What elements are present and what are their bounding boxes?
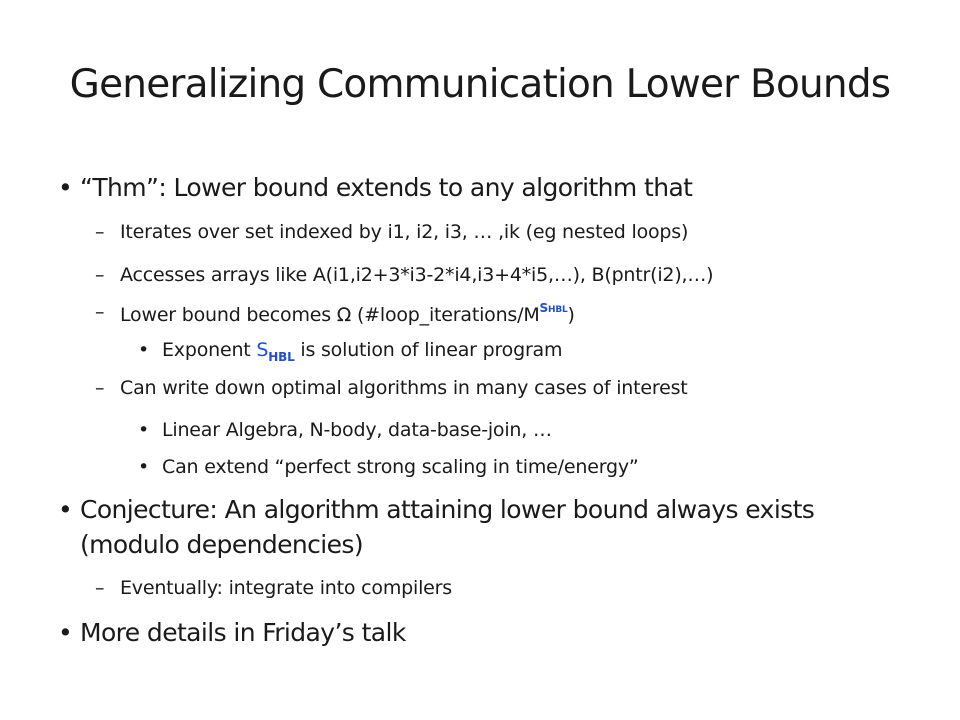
conjecture-line-2: (modulo dependencies) — [80, 530, 363, 559]
bullet-dash: – — [95, 301, 105, 323]
linear-algebra-text: Linear Algebra, N-body, data-base-join, … — [162, 419, 552, 441]
lower-bound-text — [120, 301, 575, 326]
bullet-dot: • — [138, 339, 150, 361]
bullet-dot: • — [58, 495, 73, 524]
superscript-hbl: HBL — [547, 305, 568, 315]
exponent-prefix: Exponent — [162, 339, 257, 361]
bullet-dash: – — [95, 221, 105, 243]
accesses-text: Accesses arrays like A(i1,i2+3*i3-2*i4,i3+4*i5,…), B(pntr(i2),…) — [120, 264, 714, 286]
shbl-symbol: S — [256, 339, 269, 361]
bullet-dot: • — [58, 618, 73, 647]
exponent-superscript — [540, 301, 568, 315]
shbl-subscript: HBL — [268, 350, 295, 364]
bullet-dash: – — [95, 577, 105, 599]
more-details-text: More details in Friday’s talk — [80, 618, 406, 647]
superscript-s: S — [539, 301, 548, 315]
exponent-text — [162, 339, 562, 364]
bullet-dash: – — [95, 377, 105, 399]
exponent-suffix: is solution of linear program — [294, 339, 563, 361]
can-extend-text: Can extend “perfect strong scaling in time/energy” — [162, 456, 639, 478]
lower-bound-suffix: ) — [567, 304, 575, 326]
bullet-dot: • — [138, 419, 150, 441]
bullet-dot: • — [58, 173, 73, 202]
thm-text: “Thm”: Lower bound extends to any algorithm that — [80, 173, 693, 202]
lower-bound-prefix: Lower bound becomes Ω (#loop_iterations/M — [120, 304, 540, 326]
bullet-dot: • — [138, 456, 150, 478]
eventually-text: Eventually: integrate into compilers — [120, 577, 452, 599]
slide-title: Generalizing Communication Lower Bounds — [69, 62, 891, 107]
iterates-text: Iterates over set indexed by i1, i2, i3, … ,ik (eg nested loops) — [120, 221, 689, 243]
bullet-dash: – — [95, 264, 105, 286]
can-write-text: Can write down optimal algorithms in many cases of interest — [120, 377, 688, 399]
conjecture-line-1: Conjecture: An algorithm attaining lower bound always exists — [80, 495, 815, 524]
